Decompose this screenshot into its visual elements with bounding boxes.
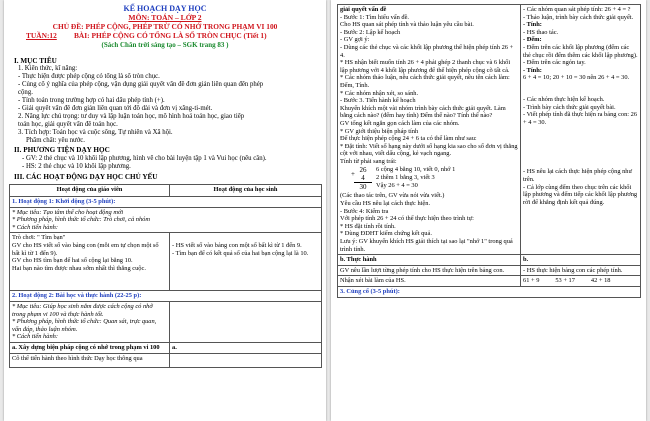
text-line: - Các nhóm quan sát phép tính: 26 + 4 = ? (523, 6, 631, 13)
practice-heading: b. Thực hành (338, 255, 521, 266)
text-line: - HS thao tác. (523, 28, 559, 36)
text-line: - Tính: (523, 66, 542, 74)
text-line: - Viết phép tính đã thực hiện ra bảng con: 26 + 4 = 30. (523, 111, 638, 126)
text-line: giải quyết vấn đề (340, 6, 387, 13)
addition-stack (350, 166, 376, 191)
practice-student: - HS thực hiện bảng con các phép tính. (521, 265, 641, 276)
document-page-left (4, 0, 326, 421)
activity-1-heading: 1. Hoạt động 1: Khởi động (3-5 phút): (10, 197, 322, 208)
activity-2-info (10, 301, 170, 342)
text-line: - Trình bày cách thức giải quyết bài. (523, 103, 616, 111)
section-materials: II. PHƯƠNG TIỆN DẠY HỌC (14, 146, 110, 154)
text-line: - Bước 3. Tiến hành kế hoạch (340, 97, 416, 105)
info-line: * Mục tiêu: Giúp học sinh nắm được cách cộng có nhớ trong phạm vi 100 và thực hành tốt. (12, 302, 153, 318)
text-line: Cho HS quan sát phép tính và thảo luận yêu cầu bài. (340, 21, 474, 29)
info-line: * Cách tiến hành: (12, 223, 58, 231)
addend-1: 26 (359, 166, 367, 175)
text-line: * HS nhận biết muốn tính 26 + 4 phải ghép 2 thanh chục và 6 khối lập phương với 4 khối lập phương để thể hiện phép cộng cõ tất cả. (340, 59, 511, 74)
materials-line: - GV: 2 thẻ chục và 10 khối lập phương, hình vẽ cho bài luyện tập 1 và Vui học (nếu cần). (22, 155, 267, 162)
text-line: GV tổng kết ngắn gọn cách làm của các nhóm. (340, 119, 460, 127)
part-a-student-blank (170, 353, 322, 367)
step-line: 6 cộng 4 bằng 10, viết 0, nhớ 1 (376, 166, 456, 174)
text-line: GV cho HS viết số vào bảng con (mỗi em tự chọn một số bất kì từ 1 đến 9). (12, 241, 159, 257)
text-line: Tính từ phải sang trái: (340, 157, 397, 165)
text-line: Yêu cầu HS nêu lại cách thực hiện. (340, 200, 431, 208)
text-line: GV cho HS tìm bạn để hai số cộng lại bằng 10. (12, 257, 133, 265)
col-header-student: Hoạt động của học sinh (170, 185, 322, 197)
text-line: - Thảo luận, trình bày cách thức giải quyết. (523, 13, 634, 21)
text-line: - Bước 2: Lập kế hoạch (340, 28, 401, 36)
column-addition (350, 166, 518, 191)
addend-2: 4 (361, 174, 365, 183)
section-objectives: I. MỤC TIÊU (14, 57, 57, 65)
practice-review: Nhận xét bài làm của HS. (338, 276, 521, 287)
text-line: * Đặt tính: Viết số hạng này dưới số hạng kia sao cho số đơn vị thẳng cột với nhau, viết dấu cộng, kẻ vạch ngang. (340, 142, 518, 158)
addition-steps (376, 166, 455, 189)
objective-line: toán học, giải quyết vấn đề toán học. (18, 121, 118, 128)
sum: 30 (359, 183, 367, 192)
doc-lesson: BÀI: PHÉP CỘNG CÓ TỔNG LÀ SỐ TRÒN CHỤC (Tiết 1) (74, 31, 267, 40)
doc-title: KẾ HOẠCH DẠY HỌC (123, 4, 207, 13)
doc-week: TUẦN:12 (26, 31, 57, 40)
col-header-teacher: Hoạt động của giáo viên (10, 185, 170, 197)
activity-1-teacher (10, 233, 170, 291)
practice-student-heading: b. (521, 255, 641, 266)
plus-sign: + (351, 170, 355, 179)
activity-3-heading: 3. Củng cố (3-5 phút): (338, 287, 641, 298)
text-line: - HS viết số vào bảng con một số bất kì từ 1 đến 9. (172, 242, 302, 250)
info-line: * Mục tiêu: Tạo tâm thế cho hoạt động mới (12, 208, 124, 216)
document-page-right (331, 0, 646, 421)
text-line: - Tìm bạn để có kết quả số của hai bạn cộng lại là 10. (172, 249, 309, 257)
part-a-teacher-intro: Cô thể tiến hành theo hình thức Dạy học thông qua (10, 353, 170, 367)
text-line: - Bước 4: Kiểm tra (340, 207, 389, 215)
info-line: * Phương pháp, hình thức tổ chức: Quan sát, trực quan, vấn đáp, thảo luận nhóm. (12, 318, 157, 333)
part-a-heading: a. Xây dựng biện pháp cộng có nhớ trong phạm vi 100 (10, 342, 170, 353)
text-line: * GV giới thiệu biện pháp tính (340, 127, 419, 135)
text-line: - Đếm: (523, 36, 542, 44)
student-column (521, 5, 641, 255)
part-a-student: a. (170, 342, 322, 353)
info-line: * Cách tiến hành: (12, 333, 58, 341)
text-line: Hai bạn nào tìm được nhau sớm nhất thì thắng cuộc. (12, 264, 146, 272)
text-line: Lưu ý: GV khuyến khích HS giải thích tại sao lại "nhớ 1" trong quá trình tính. (340, 238, 513, 253)
activities-table (9, 184, 322, 368)
text-line: - Dùng các thẻ chục và các khối lập phương thể hiện phép tính 26 + 4. (340, 43, 514, 59)
objective-line: - Giải quyết vấn đề đơn giản liên quan tới đồ dài và đơn vị xăng-ti-mét. (18, 105, 213, 112)
text-line: - Đếm trên các khối lập phương (đếm các thẻ chục rồi đếm thêm các khối lập phương). (523, 43, 638, 59)
text-line: Với phép tính 26 + 24 có thể thực hiện theo trình tự: (340, 215, 474, 223)
teacher-column (338, 5, 521, 255)
text-line: - HS nêu lại cách thực hiện phép cộng như trên. (523, 168, 632, 183)
objective-line: cộng. (18, 89, 33, 96)
objective-line: 3. Tích hợp: Toán học và cuộc sống, Tự nhiên và Xã hội. (18, 129, 173, 136)
activity-1-student (170, 233, 322, 291)
objective-line: 2. Năng lực chú trọng: tư duy và lập luận toán học, mô hình hoá toán học, giao tiếp (18, 113, 245, 120)
text-line: - Đếm trên các ngón tay. (523, 59, 586, 67)
activity-1-info (10, 207, 322, 233)
text-line: * Dùng ĐDHT kiểm chứng kết quả. (340, 230, 432, 238)
objective-line: - Tính toán trong trường hợp có hai dấu phép tính (+). (18, 97, 165, 104)
doc-subject: MÔN: TOÁN – LỚP 2 (128, 13, 202, 22)
text-line: * Các nhóm thảo luận, nêu cách thức giải quyết, nêu tên cách làm: Đếm, Tính. (340, 74, 510, 89)
text-line: - Bước 1: Tìm hiểu vấn đề. (340, 13, 410, 21)
text-line: - GV gợi ý: (340, 36, 370, 44)
text-line: Khuyến khích một vài nhóm trình bày cách thức giải quyết. Làm bằng cách nào? (đếm hay tính) Đếm thế nào? Tính thế nào? (340, 104, 506, 120)
text-line: - Tính: (523, 21, 542, 29)
activity-2-heading: 2. Hoạt động 2: Bài học và thực hành (22-25 p): (10, 291, 322, 302)
step-line: 2 thêm 1 bằng 3, viết 3 (376, 174, 435, 182)
practice-teacher: GV nêu lần lượt từng phép tính cho HS thực hiện trên bảng con. (338, 265, 521, 276)
objective-line: 1. Kiến thức, kĩ năng: (18, 65, 78, 72)
text-line: Để thực hiện phép cộng 24 + 6 ta có thể làm như sau: (340, 135, 477, 143)
doc-book: (Sách Chân trời sáng tạo – SGK trang 83 ) (101, 41, 229, 49)
activity-2-info-blank (170, 301, 322, 342)
section-activities: III. CÁC HOẠT ĐỘNG DẠY HỌC CHỦ YẾU (14, 173, 158, 181)
objective-line: Phẩm chất: yêu nước. (26, 137, 85, 144)
doc-topic: CHỦ ĐỀ: PHÉP CỘNG, PHÉP TRỪ CÓ NHỚ TRONG PHẠM VI 100 (52, 22, 278, 31)
text-line: * HS đặt tính rồi tính. (340, 222, 396, 230)
text-line: - Cả lớp cùng đếm theo chục trên các khối lập phương và đếm tiếp các khối lập phương rời để khẳng định kết quả đúng. (523, 183, 638, 206)
text-line: Trò chơi: " Tìm bạn" (12, 234, 66, 242)
text-line: - Các nhóm thực hiện kế hoạch. (523, 95, 605, 103)
practice-exercises: 61 + 9 53 + 17 42 + 18 (521, 276, 641, 287)
step-line: Vậy 26 + 4 = 30 (376, 181, 418, 189)
activities-table-continued (337, 4, 641, 298)
text-line: 6 + 4 = 10; 20 + 10 = 30 nên 26 + 4 = 30. (523, 74, 630, 82)
text-line: * Các nhóm nhận xét, so sánh. (340, 89, 419, 97)
text-line: (Các thao tác trên, GV vừa nói vừa viết.) (340, 192, 445, 200)
objective-line: - Thực hiện được phép cộng có tổng là số tròn chục. (18, 73, 160, 80)
materials-line: - HS: 2 thẻ chục và 10 khối lập phương. (22, 163, 131, 170)
objective-line: - Củng cố ý nghĩa của phép cộng, vận dụng giải quyết vấn đề đơn giản liên quan đến phép (18, 81, 264, 88)
info-line: * Phương pháp, hình thức tổ chức: Trò chơi, cả nhóm (12, 216, 150, 224)
